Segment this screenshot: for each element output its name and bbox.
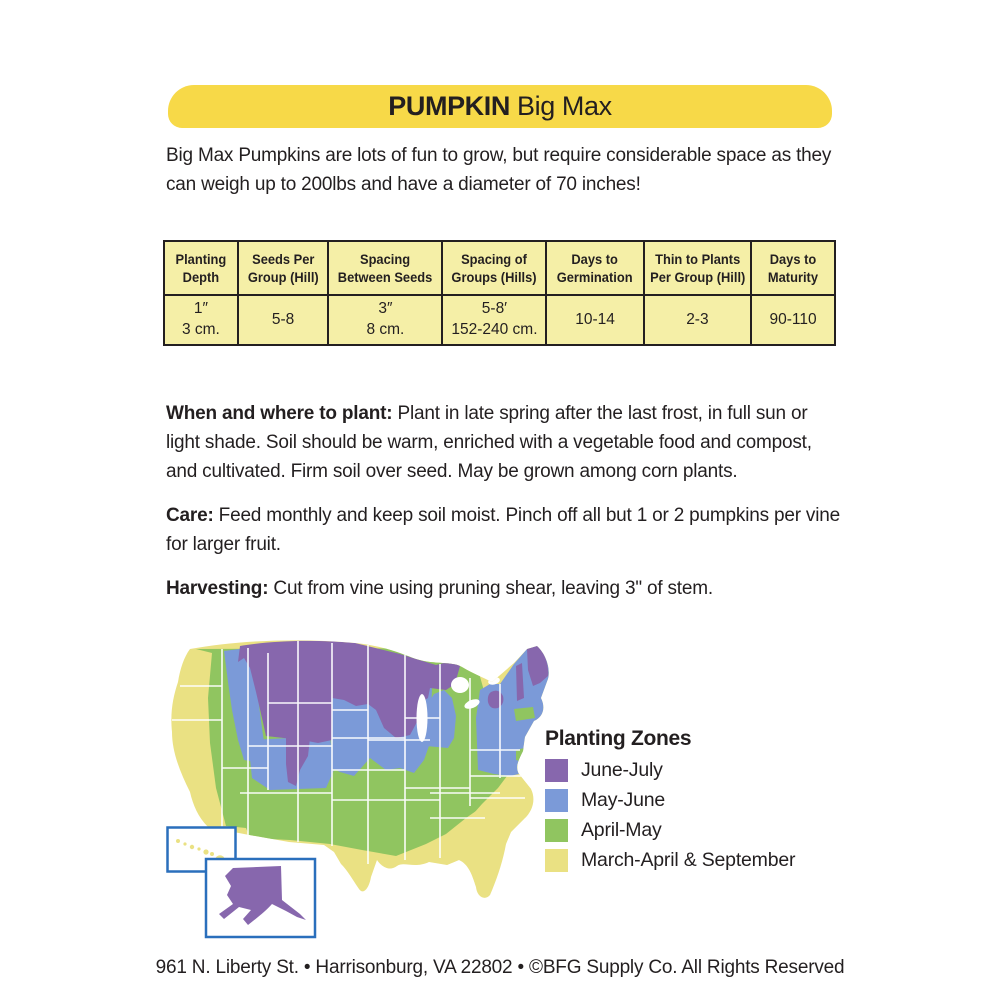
legend-label: April-May [581, 819, 662, 841]
legend-item-april-may [545, 819, 795, 842]
page-title-bold: PUMPKIN [388, 91, 510, 121]
col-seeds-per-group: Seeds Per Group (Hill) [238, 241, 329, 295]
instructions [166, 399, 946, 618]
section-harvesting: Harvesting: Cut from vine using pruning shear, leaving 3" of stem. [166, 578, 713, 599]
legend-label: March-April & September [581, 849, 796, 871]
page-title-variety: Big Max [516, 91, 612, 121]
value-seeds-per-group: 5-8 [238, 295, 329, 345]
may-june-swatch [545, 789, 568, 812]
value-planting-depth: 1″ 3 cm. [164, 295, 238, 345]
april-may-swatch [545, 819, 568, 842]
col-thin-to-plants: Thin to Plants Per Group (Hill) [644, 241, 751, 295]
col-days-to-germination: Days to Germination [546, 241, 643, 295]
legend-item-march-april-september [545, 849, 795, 872]
june-july-swatch [545, 759, 568, 782]
legend-item-may-june [545, 789, 795, 812]
table-value-row [164, 295, 835, 345]
section-when-where: When and where to plant: Plant in late spring after the last frost, in full sun or light shade. Soil should be warm, enriched with a vegetable food and compost, and cultivated. Firm soil over seed. May be grown among corn plants. [166, 403, 812, 482]
table-header-row [164, 241, 835, 295]
march-april-september-swatch [545, 849, 568, 872]
intro-line: Big Max Pumpkins are lots of fun to grow, but require considerable space as they [166, 145, 832, 166]
value-thin-to-plants: 2-3 [644, 295, 751, 345]
planting-zones-legend [545, 727, 795, 879]
col-spacing-between-seeds: Spacing Between Seeds [328, 241, 442, 295]
footer-address: 961 N. Liberty St. • Harrisonburg, VA 22802 • ©BFG Supply Co. All Rights Reserved [155, 957, 845, 978]
planting-info-table [163, 240, 836, 346]
legend-label: May-June [581, 789, 666, 811]
legend-title: Planting Zones [545, 727, 692, 750]
value-spacing-of-groups: 5-8′ 152-240 cm. [442, 295, 546, 345]
legend-label: June-July [581, 759, 663, 781]
section-care: Care: Feed monthly and keep soil moist. Pinch off all but 1 or 2 pumpkins per vine for larger fruit. [166, 505, 840, 555]
value-days-to-germination: 10-14 [546, 295, 643, 345]
value-days-to-maturity: 90-110 [751, 295, 835, 345]
intro-line: can weigh up to 200lbs and have a diameter of 70 inches! [166, 174, 641, 195]
value-spacing-between-seeds: 3″ 8 cm. [328, 295, 442, 345]
legend-item-june-july [545, 759, 795, 782]
title-banner [168, 85, 832, 128]
col-days-to-maturity: Days to Maturity [751, 241, 835, 295]
col-planting-depth: Planting Depth [164, 241, 238, 295]
intro-paragraph [166, 141, 926, 199]
col-spacing-of-groups: Spacing of Groups (Hills) [442, 241, 546, 295]
alaska-inset [206, 859, 315, 937]
planting-zones-map [160, 634, 575, 944]
